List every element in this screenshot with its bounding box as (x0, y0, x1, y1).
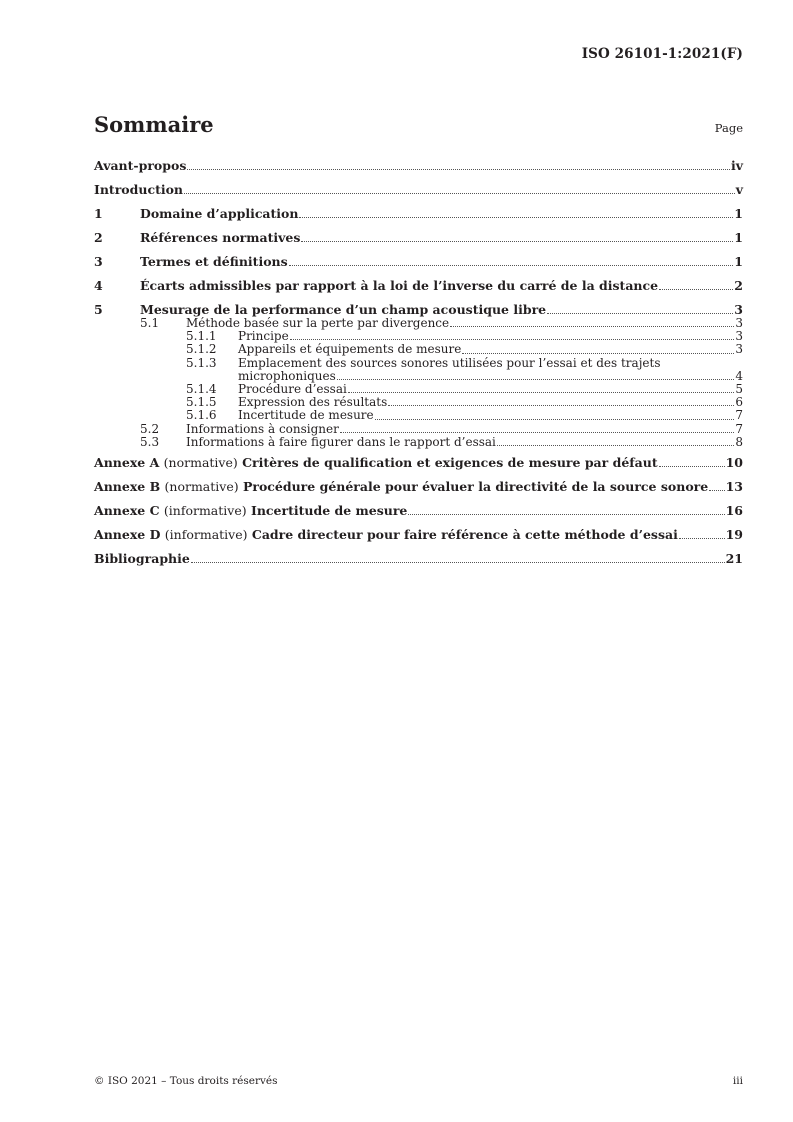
toc-entry-text: Incertitude de mesure (238, 408, 374, 423)
annex-kind: (informative) (164, 526, 248, 542)
dot-leader (388, 405, 734, 406)
dot-leader (375, 419, 735, 420)
toc-entry-section-5[interactable] (94, 300, 743, 317)
dot-leader (450, 326, 734, 327)
dot-leader (659, 289, 733, 290)
table-of-contents (94, 156, 743, 573)
toc-entry-page: 5 (735, 381, 743, 396)
toc-entry-page: 1 (734, 254, 743, 269)
toc-entry-number: 5.3 (140, 434, 160, 449)
annex-title: Cadre directeur pour faire référence à cette méthode d’essai (251, 526, 678, 542)
annex-kind: (informative) (163, 502, 247, 518)
annex-label: Annexe A (94, 454, 160, 470)
annex-label: Annexe C (94, 502, 160, 518)
toc-entry-number: 1 (94, 206, 103, 221)
toc-entry-text (94, 503, 407, 518)
toc-entry-text: Méthode basée sur la perte par divergence (186, 315, 450, 330)
toc-entry-text-line2: microphoniques (238, 368, 336, 383)
toc-entry-text: Écarts admissibles par rapport à la loi de l’inverse du carré de la distance (140, 278, 659, 293)
toc-entry-section-5-1-6[interactable] (94, 409, 743, 422)
annex-label: Annexe D (94, 526, 161, 542)
dot-leader (659, 466, 725, 467)
toc-entry-page: 10 (725, 454, 743, 470)
toc-entry-text-block (238, 357, 743, 383)
dot-leader (348, 392, 735, 393)
annex-kind: (normative) (163, 454, 238, 470)
toc-entry-page: 8 (735, 434, 743, 449)
dot-leader (191, 562, 725, 563)
toc-entry-section-1[interactable] (94, 204, 743, 221)
toc-entry-section-5-2[interactable] (94, 423, 743, 436)
annex-kind: (normative) (164, 478, 239, 494)
toc-entry-text: Termes et définitions (140, 254, 288, 269)
toc-entry-text (94, 479, 708, 494)
toc-entry-text-line2-row (238, 370, 743, 383)
toc-entry-section-2[interactable] (94, 228, 743, 245)
dot-leader (184, 193, 735, 194)
dot-leader (709, 490, 724, 491)
toc-entry-number: 5.1 (140, 315, 160, 330)
toc-entry-section-4[interactable] (94, 276, 743, 293)
toc-entry-annex-b[interactable] (94, 477, 743, 494)
toc-entry-bibliographie[interactable] (94, 549, 743, 566)
page-title: Sommaire (94, 112, 214, 137)
toc-entry-number: 5.1.2 (186, 342, 217, 357)
toc-entry-page: 1 (734, 206, 743, 221)
dot-leader (290, 339, 735, 340)
toc-entry-page: 2 (734, 278, 743, 293)
toc-entry-number: 5.2 (140, 421, 160, 436)
toc-entry-page: 3 (735, 342, 743, 357)
toc-entry-number: 5.1.5 (186, 395, 217, 410)
toc-entry-section-5-1-2[interactable] (94, 343, 743, 356)
toc-entry-page: 13 (725, 478, 743, 494)
toc-entry-page: 21 (725, 550, 743, 566)
annex-title: Incertitude de mesure (250, 502, 408, 518)
toc-entry-number: 5.1.1 (186, 329, 217, 344)
toc-entry-introduction[interactable] (94, 180, 743, 197)
toc-entry-text: Informations à faire figurer dans le rapport d’essai (186, 434, 496, 449)
toc-entry-page: 16 (725, 502, 743, 518)
toc-entry-avant-propos[interactable] (94, 156, 743, 173)
toc-entry-number: 5.1.6 (186, 408, 217, 423)
toc-entry-section-5-3[interactable] (94, 436, 743, 449)
toc-entry-section-5-1-3[interactable] (94, 357, 743, 383)
annex-title: Critères de qualification et exigences de mesure par défaut (242, 454, 658, 470)
toc-entry-text: Principe (238, 329, 289, 344)
toc-entry-text (94, 455, 658, 470)
toc-entry-section-3[interactable] (94, 252, 743, 269)
page-footer (94, 1075, 743, 1087)
toc-entry-number: 4 (94, 278, 103, 293)
toc-entry-annex-c[interactable] (94, 501, 743, 518)
toc-entry-number: 5 (94, 302, 103, 317)
dot-leader (337, 379, 735, 380)
dot-leader (289, 265, 734, 266)
dot-leader (187, 169, 730, 170)
toc-entry-text: Appareils et équipements de mesure (238, 342, 462, 357)
toc-entry-number: 2 (94, 230, 103, 245)
toc-entry-number: 5.1.3 (186, 355, 217, 370)
toc-entry-page: 3 (735, 315, 743, 330)
toc-entry-page: 7 (735, 421, 743, 436)
toc-entry-page: iv (730, 158, 743, 173)
toc-entry-page: 6 (735, 395, 743, 410)
document-id: ISO 26101-1:2021(F) (581, 46, 743, 62)
toc-entry-text: Introduction (94, 182, 184, 197)
annex-title: Procédure générale pour évaluer la directivité de la source sonore (242, 478, 709, 494)
toc-entry-page: 3 (735, 329, 743, 344)
toc-entry-annex-d[interactable] (94, 525, 743, 542)
toc-entry-page: 19 (725, 526, 743, 542)
toc-entry-annex-a[interactable] (94, 453, 743, 470)
toc-entry-text: Procédure d’essai (238, 381, 347, 396)
toc-entry-page: 3 (734, 302, 743, 317)
dot-leader (301, 241, 733, 242)
toc-entry-text-line1: Emplacement des sources sonores utilisées pour l’essai et des trajets (238, 355, 661, 370)
toc-entry-page: 7 (735, 408, 743, 423)
toc-entry-page: 1 (734, 230, 743, 245)
toc-entry-text: Références normatives (140, 230, 301, 245)
toc-entry-number: 3 (94, 254, 103, 269)
toc-entry-page: v (735, 182, 743, 197)
toc-entry-text (94, 527, 678, 542)
toc-entry-text: Informations à consigner (186, 421, 339, 436)
dot-leader (462, 353, 734, 354)
dot-leader (547, 313, 733, 314)
toc-entry-text: Mesurage de la performance d’un champ acoustique libre (140, 302, 547, 317)
copyright-notice: © ISO 2021 – Tous droits réservés (94, 1075, 278, 1087)
toc-entry-text: Domaine d’application (140, 206, 299, 221)
toc-entry-text: Avant-propos (94, 158, 187, 173)
dot-leader (408, 514, 724, 515)
annex-label: Annexe B (94, 478, 161, 494)
title-row (94, 112, 743, 137)
page-column-label: Page (714, 121, 743, 135)
toc-entry-text: Expression des résultats (238, 395, 388, 410)
dot-leader (340, 432, 734, 433)
dot-leader (679, 538, 725, 539)
dot-leader (299, 217, 733, 218)
dot-leader (497, 445, 734, 446)
toc-entry-page: 4 (735, 368, 743, 383)
page-number: iii (732, 1075, 743, 1087)
toc-entry-number: 5.1.4 (186, 381, 217, 396)
toc-entry-text: Bibliographie (94, 550, 190, 566)
